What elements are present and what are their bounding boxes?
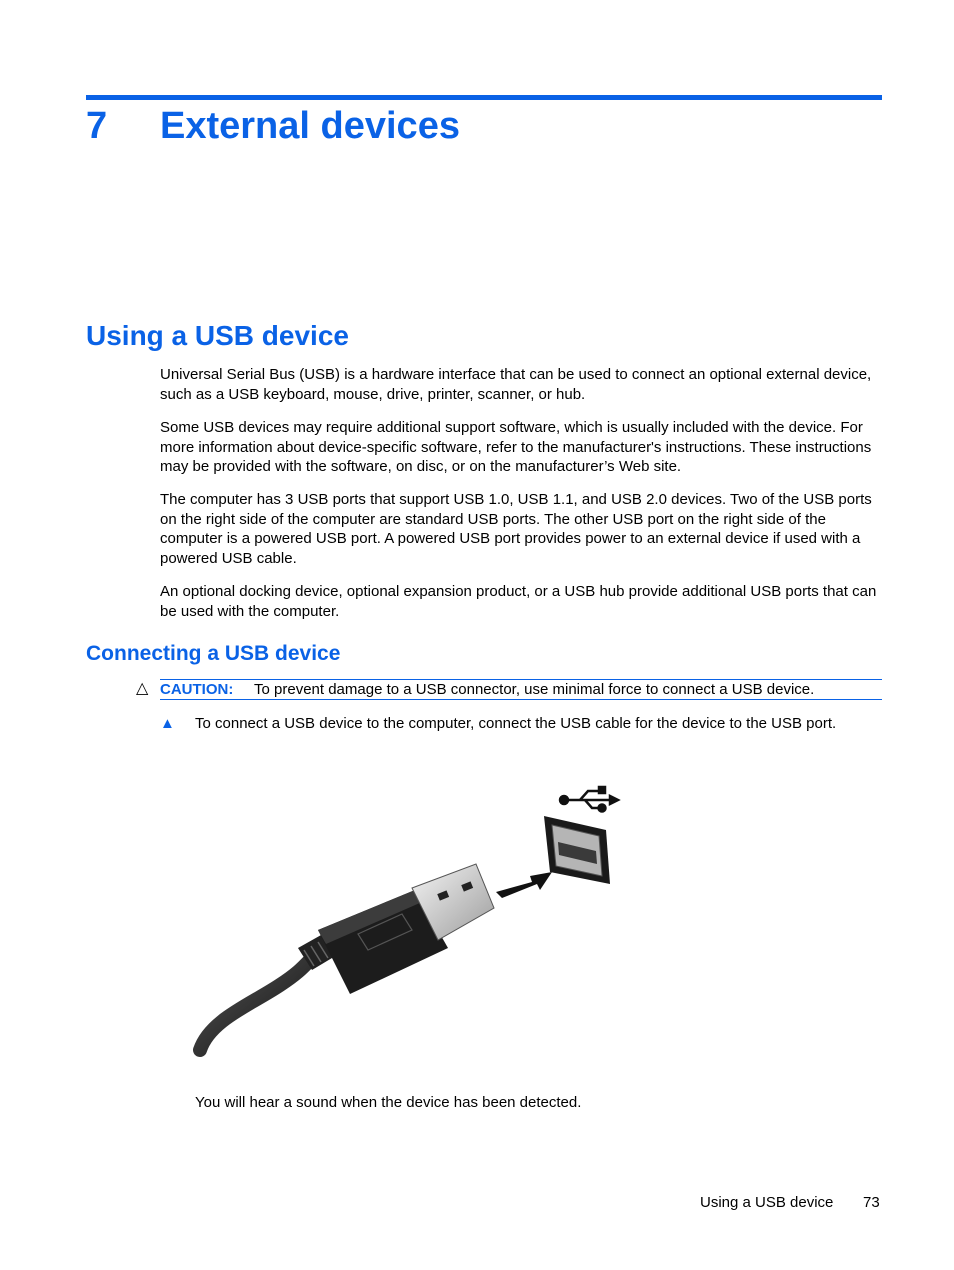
caution-triangle-icon: △ xyxy=(136,680,149,697)
chapter-number: 7 xyxy=(86,105,108,147)
section-heading: Using a USB device xyxy=(86,320,349,351)
insert-arrow-icon xyxy=(496,872,552,898)
step-text: To connect a USB device to the computer, connect the USB cable for the device to the USB port. xyxy=(195,715,837,732)
caution-text: To prevent damage to a USB connector, use minimal force to connect a USB device. xyxy=(254,681,815,698)
paragraph-support-software: Some USB devices may require additional support software, which is usually included with the device. For more information about device-specific software, refer to the manufacturer's instructions. These instructions may be provided with the software, on disc, or on the manufacturer’s Web site. xyxy=(160,419,872,475)
usb-plug xyxy=(318,864,494,994)
paragraph-usb-intro: Universal Serial Bus (USB) is a hardware interface that can be used to connect an optional external device, such as a USB keyboard, mouse, drive, printer, scanner, or hub. xyxy=(160,366,872,403)
paragraph-usb-ports: The computer has 3 USB ports that support USB 1.0, USB 1.1, and USB 2.0 devices. Two of the USB ports on the right side of the computer are standard USB ports. The other USB port on the right side of the computer is a powered USB port. A powered USB port provides power to an external device if used with a powered USB cable. xyxy=(160,491,872,567)
usb-connection-illustration xyxy=(190,780,630,1070)
caution-label: CAUTION: xyxy=(160,681,234,698)
chapter-rule xyxy=(86,95,882,100)
paragraph-docking: An optional docking device, optional expansion product, or a USB hub provide additional USB ports that can be used with the computer. xyxy=(160,583,877,620)
footer-section-title: Using a USB device xyxy=(700,1194,834,1211)
detection-text: You will hear a sound when the device has been detected. xyxy=(195,1094,582,1111)
chapter-title: External devices xyxy=(160,105,460,147)
usb-symbol-icon xyxy=(560,787,618,812)
footer-page-number: 73 xyxy=(863,1194,880,1211)
subsection-heading: Connecting a USB device xyxy=(86,642,341,665)
usb-cable xyxy=(200,958,312,1050)
step-bullet-icon: ▲ xyxy=(160,715,175,732)
usb-port-icon xyxy=(544,816,610,884)
caution-box xyxy=(160,679,882,700)
